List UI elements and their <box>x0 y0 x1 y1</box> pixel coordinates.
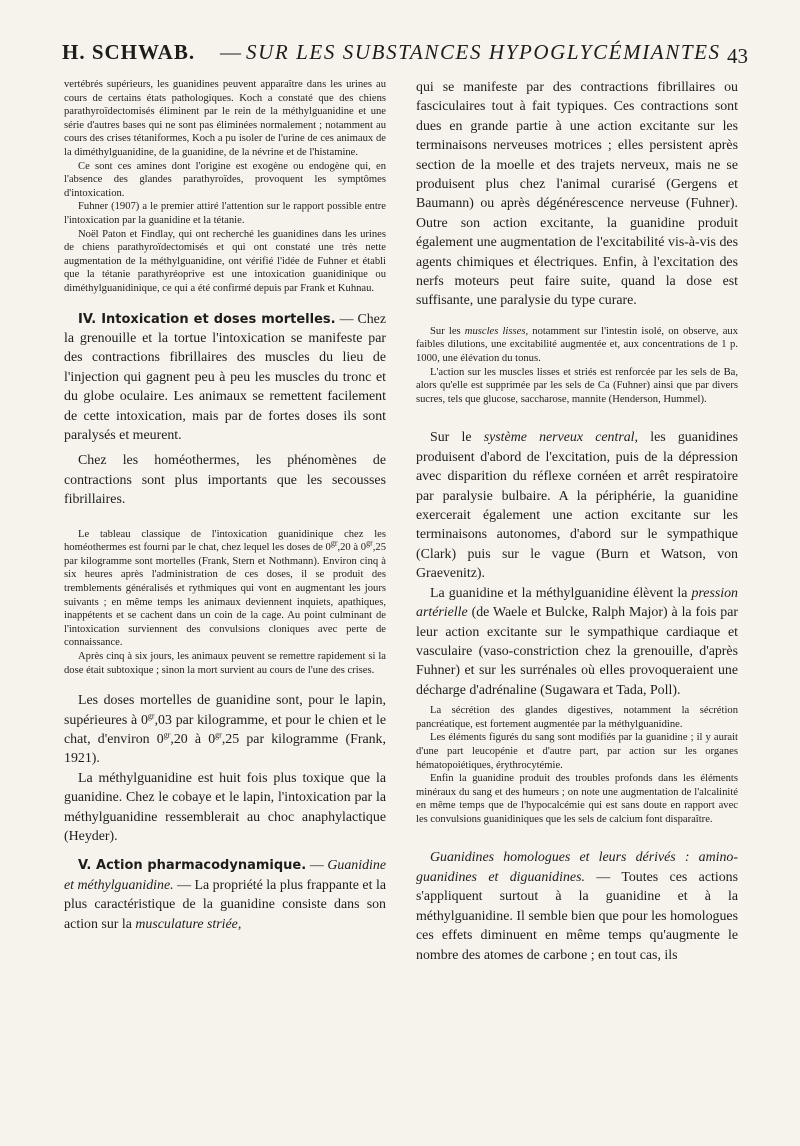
header-author: H. SCHWAB. <box>62 40 196 64</box>
nervous-system-paragraph <box>416 428 738 583</box>
smooth-muscle-emphasis: muscles lisses, <box>464 325 529 337</box>
pressure-emphasis: pression artérielle <box>416 585 738 621</box>
section-v-emphasis: musculature striée, <box>135 916 242 932</box>
left-paragraph-4: Noël Paton et Findlay, qui ont recherché les guanidines dans les urines de chiens parathyroïdectomisés et qui ont constaté une très nette augmentation de la méthylguanidine, ont vérifié l'idée de Fuhner et établi que la tétanie parathyréoprive est une intoxication guanidinique ou diméthylguanidinique, ce qui a été confirmé depuis par Frank et Kuhnau. <box>64 228 386 294</box>
right-column <box>416 78 738 965</box>
unit-gr: gr <box>330 538 338 548</box>
smooth-muscle-paragraph <box>416 325 738 366</box>
tableau-paragraph <box>64 528 386 650</box>
blood-elements-paragraph: Les éléments figurés du sang sont modifiés par la guanidine ; il y aurait d'une part leucopénie et d'autre part, par action sur les organes hématopoiétiques, érythrocytémie. <box>416 732 738 771</box>
pressure-text-b: (de Waele et Bulcke, Ralph Major) à la fois par leur action excitante sur le sympathique cardiaque et vasculaire (vaso-constriction chez la grenouille, d'après Fuhner) et sur les surrénales où elles provoqueraient une décharge d'adrénaline (Sugawara et Tada, Poll). <box>416 605 738 698</box>
left-column <box>64 78 386 934</box>
doses-text-a: Les doses mortelles de guanidine sont, pour le lapin, supérieures à 0 <box>64 693 386 728</box>
pressure-text-a: La guanidine et la méthylguanidine élèvent la <box>430 585 692 601</box>
homeothermes-paragraph: Chez les homéothermes, les phénomènes de contractions sont plus importants que les secousses fibrillaires. <box>64 453 386 508</box>
unit-gr: gr <box>163 730 171 740</box>
section-v-text: — La propriété la plus frappante et la plus caractéristique de la guanidine consiste dans son action sur la <box>64 877 386 932</box>
unit-gr: gr <box>147 710 155 720</box>
homologues-heading: Guanidines homologues et leurs dérivés : amino-guanidines et diguanidines. <box>416 850 738 885</box>
unit-gr: gr <box>215 730 222 740</box>
salts-paragraph: L'action sur les muscles lisses et striés est renforcée par les sels de Ba, alors qu'elle est supprimée par les sels de Ca (Fuhner) ainsi que par divers sucres, tels que glucose, saccharose, mannite (Henderson, Hummel). <box>416 366 738 405</box>
running-header <box>62 40 748 76</box>
left-paragraph-2: Ce sont ces amines dont l'origine est exogène ou endogène qui, en l'absence des glandes parathyroïdes, provoquent les symptômes d'intoxication. <box>64 160 386 199</box>
section-iv-heading: IV. Intoxication et doses mortelles. <box>78 311 336 327</box>
section-v-dash: — <box>306 858 328 874</box>
nervous-text-b: les guanidines produisent d'abord de l'excitation, puis de la dépression avec disparition du réflexe cornéen et arrêt respiratoire par paralysie bulbaire. A la périphérie, la guanidine exercerait également une action excitante sur les terminaisons autonomes, d'abord sur le sympathique (Clark) puis sur le vague (Burn et Watson, von Graevenitz). <box>416 430 738 582</box>
section-iv <box>64 310 386 446</box>
header-title: SUR LES SUBSTANCES HYPOGLYCÉMIANTES <box>246 40 721 64</box>
doses-text-d: ,25 par kilogramme (Frank, 1921). <box>64 731 386 767</box>
nervous-text-a: Sur le <box>430 430 484 446</box>
page-number: 43 <box>727 44 748 68</box>
secretion-paragraph: La sécrétion des glandes digestives, notamment la sécrétion pancréatique, est fortement augmentée par la méthylguanidine. <box>416 705 738 730</box>
section-v-subtitle: Guanidine et méthylguanidine. <box>64 858 386 893</box>
right-paragraph-1: qui se manifeste par des contractions fibrillaires ou fasciculaires tout à fait typiques. Ces contractions sont dues en grande partie à une action excitante sur les terminaisons nerveuses motrices ; elles persistent après section de la moelle et des trajets nerveux, mais ne se produisent plus chez l'animal curarisé (Gergens et Baumann) ou après dégénérescence nerveuse (Fuhner). Outre son action excitante, la guanidine produit également une augmentation de l'excitabilité vis-à-vis des agents chimiques et électriques. Enfin, à l'excitation des nerfs moteurs peut faire suite, quand la dose est suffisante, une paralysie du type curare. <box>416 80 738 309</box>
doses-text-c: ,20 à 0 <box>170 731 216 747</box>
pressure-paragraph <box>416 584 738 700</box>
minerals-paragraph: Enfin la guanidine produit des troubles profonds dans les éléments minéraux du sang et des humeurs ; on note une augmentation de l'alcalinité en même temps que de l'hypocalcémie qui est sans doute en rapport avec les convulsions guanidiniques que les sels de calcium font disparaître. <box>416 773 738 825</box>
section-iv-dash: — <box>335 311 358 327</box>
nervous-emphasis: système nerveux central, <box>483 430 639 446</box>
doses-text-b: ,03 par kilogramme, et pour le chien et le chat, d'environ 0 <box>64 712 386 747</box>
homologues-text: — Toutes ces actions s'appliquent surtout à la guanidine et à la méthylguanidine. Il semble bien que pour les homologues ces effets diminuent en même temps qu'augmente le nombre des atomes de carbone ; en tout cas, ils <box>416 869 738 963</box>
left-paragraph-1: vertébrés supérieurs, les guanidines peuvent apparaître dans les urines au cours de certains états pathologiques. Koch a constaté que des chiens parathyroïdectomisés éliminent par le rein de la méthylguanidine et une série d'autres bases qui ne sont pas éliminées normalement ; notamment au cours des crises tétaniformes, Koch a pu isoler de l'urine de ces animaux de la diméthylguanidine, de la guanidine, de la névrine et de l'histamine. <box>64 79 386 158</box>
unit-gr: gr <box>366 538 373 548</box>
smooth-muscle-text-b: notamment sur l'intestin isolé, on observe, aux faibles dilutions, une excitabilité augmentée et, aux concentrations de 1 p. 1000, une élévation du tonus. <box>416 325 738 365</box>
left-paragraph-3: Fuhner (1907) a le premier attiré l'attention sur le rapport possible entre l'intoxication par la guanidine et la tétanie. <box>64 201 386 226</box>
section-iv-text: Chez la grenouille et la tortue l'intoxication se manifeste par des contractions fibrillaires des muscles du lieu de l'injection qui gagnent peu à peu les muscles du tronc et du globe oculaire. Les animaux se remettent facilement de cette intoxication, mais par de fortes doses ils sont paralysés et meurent. <box>64 311 386 443</box>
smooth-muscle-text-a: Sur les <box>430 325 465 337</box>
recovery-paragraph: Après cinq à six jours, les animaux peuvent se remettre rapidement si la dose était subtoxique ; sinon la mort survient au cours de l'une des crises. <box>64 650 386 676</box>
header-dash: — <box>220 40 241 64</box>
tableau-text-a: Le tableau classique de l'intoxication guanidinique chez les homéothermes est fourni par le chat, chez lequel les doses de 0 <box>64 528 386 554</box>
homologues-paragraph <box>416 848 738 964</box>
tableau-text-c: ,25 par kilogramme sont mortelles (Frank, Stern et Nothmann). Environ cinq à six heures après l'administration de ces doses, il se produit des tremblements généralisés et rythmiques qui vont en augmentant les jours suivants ; en même temps les animaux deviennent inquiets, apathiques, inappétents et se cachent dans un coin de la cage. Au point culminant de l'intoxication surviennent des convulsions cloniques avec perte de connaissance. <box>64 542 386 649</box>
methylguanidine-paragraph: La méthylguanidine est huit fois plus toxique que la guanidine. Chez le cobaye et le lapin, l'intoxication par la méthylguanidine ressemblerait au choc anaphylactique (Heyder). <box>64 770 386 844</box>
tableau-text-b: ,20 à 0 <box>337 542 367 554</box>
doses-paragraph <box>64 691 386 769</box>
section-v <box>64 856 386 934</box>
section-v-heading: V. Action pharmacodynamique. <box>78 858 307 874</box>
